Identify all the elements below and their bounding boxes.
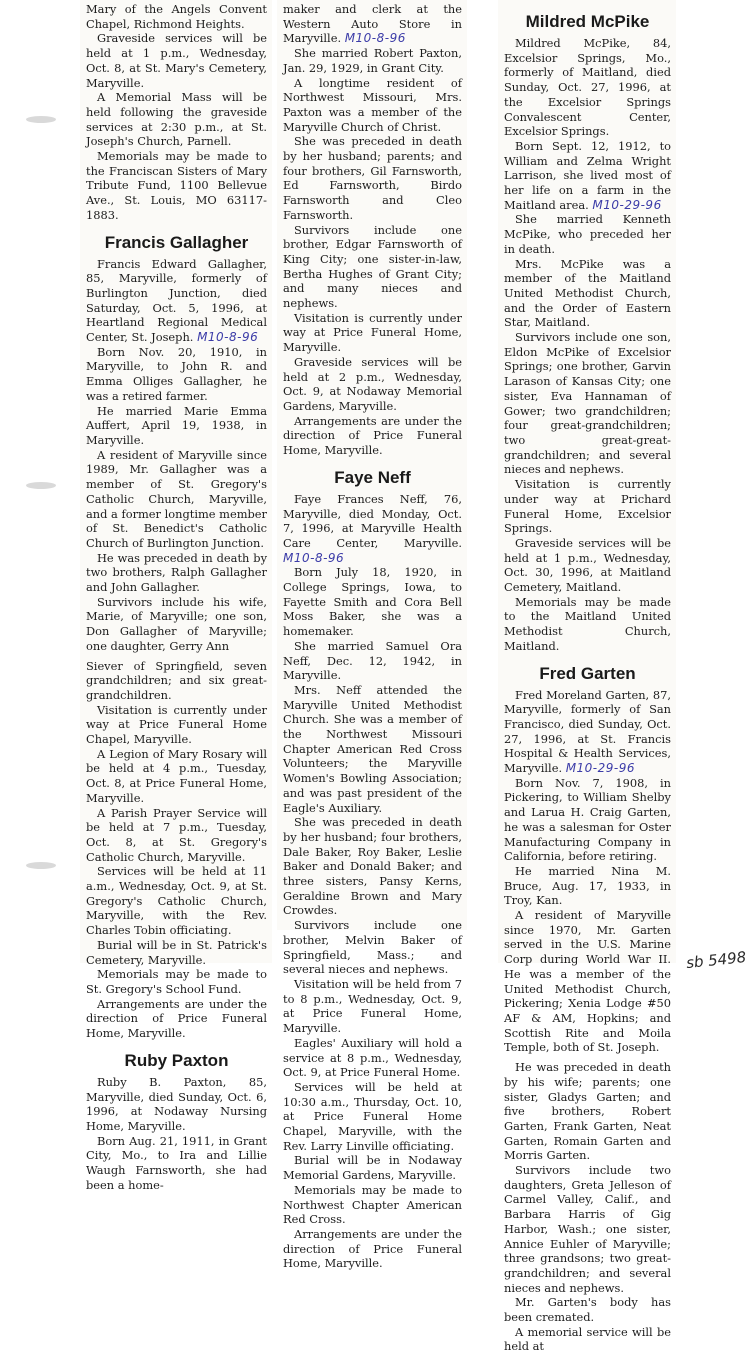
obituary-paragraph xyxy=(86,747,267,806)
obituary-heading: Mildred McPike xyxy=(525,12,650,31)
paragraph-text: Arrangements are under the direction of Price Funeral Home, Maryville. xyxy=(86,996,267,1041)
paragraph-text: Faye Frances Neff, 76, Maryville, died Monday, Oct. 7, 1996, at Maryville Health Care Center, Maryville. xyxy=(283,491,462,550)
paragraph-text: Graveside services will be held at 1 p.m., Wednesday, Oct. 8, at St. Mary's Cemetery, Maryville. xyxy=(86,31,267,90)
paragraph-text: Eagles' Auxiliary will hold a service at 8 p.m., Wednesday, Oct. 9, at Price Funeral Home. xyxy=(283,1035,462,1080)
obituary-paragraph xyxy=(283,355,462,414)
obituary-paragraph xyxy=(86,448,267,551)
paragraph-text: Survivors include one brother, Melvin Baker of Springfield, Mass.; and several nieces and nephews. xyxy=(283,918,462,977)
column-text xyxy=(277,0,467,1271)
obituary-paragraph xyxy=(86,345,267,404)
obituary-paragraph xyxy=(86,31,267,90)
column-text xyxy=(498,0,676,1354)
paragraph-text: She was preceded in death by her husband; four brothers, Dale Baker, Roy Baker, Leslie Baker and Donald Baker; and three sisters, Pansy Kerns, Geraldine Brown and Mary Crowdes. xyxy=(283,815,462,918)
obituary-paragraph xyxy=(283,223,462,311)
obituary-paragraph xyxy=(86,806,267,865)
binder-hole-top xyxy=(26,116,56,123)
paragraph-text: Visitation will be held from 7 to 8 p.m., Wednesday, Oct. 9, at Price Funeral Home, Maryville. xyxy=(283,977,462,1036)
paragraph-text: Burial will be in Nodaway Memorial Gardens, Maryville. xyxy=(283,1153,462,1183)
obituary-paragraph xyxy=(504,330,671,477)
paragraph-text: She was preceded in death by her husband; parents; and four brothers, Gil Farnsworth, Ed Farnsworth, Birdo Farnsworth and Cleo Farnsworth. xyxy=(283,134,462,222)
paragraph-text: Born Nov. 20, 1910, in Maryville, to John R. and Emma Olliges Gallagher, he was a retired farmer. xyxy=(86,344,267,403)
paragraph-text: Francis Edward Gallagher, 85, Maryville, formerly of Burlington Junction, died Saturday, Oct. 5, 1996, at Heartland Regional Medical Center, St. Joseph. xyxy=(86,256,267,345)
paragraph-text: Survivors include one son, Eldon McPike of Excelsior Springs; one brother, Garvin Larason of Kansas City; one sister, Eva Hannaman of Gower; two grandchildren; four great-grandchildren; two great-great-grandchildren; and several nieces and nephews. xyxy=(504,330,671,477)
obituary-paragraph xyxy=(86,997,267,1041)
obituary-paragraph xyxy=(504,908,671,1055)
obituary-paragraph xyxy=(86,864,267,938)
paragraph-text: He married Nina M. Bruce, Aug. 17, 1933, in Troy, Kan. xyxy=(504,863,671,908)
obituary-paragraph xyxy=(283,565,462,639)
obituary-paragraph xyxy=(283,1080,462,1154)
obituary-paragraph xyxy=(86,1075,267,1134)
paragraph-text: Arrangements are under the direction of Price Funeral Home, Maryville. xyxy=(283,413,462,458)
obituary-heading: Francis Gallagher xyxy=(104,232,249,252)
paragraph-text: Graveside services will be held at 2 p.m., Wednesday, Oct. 9, at Nodaway Memorial Gardens, Maryville. xyxy=(283,354,462,413)
paragraph-text: Mrs. McPike was a member of the Maitland United Methodist Church, and the Order of Eastern Star, Maitland. xyxy=(504,256,671,330)
paragraph-text: Services will be held at 10:30 a.m., Thursday, Oct. 10, at Price Funeral Home Chapel, Maryville, with the Rev. Larry Linville officiating. xyxy=(283,1079,462,1153)
obituary-paragraph xyxy=(283,1153,462,1182)
paragraph-text: Visitation is currently under way at Price Funeral Home Chapel, Maryville. xyxy=(86,702,267,747)
obituary-paragraph xyxy=(86,404,267,448)
obituary-paragraph xyxy=(283,414,462,458)
paragraph-text: Memorials may be made to Northwest Chapter American Red Cross. xyxy=(283,1182,462,1227)
paragraph-text: Survivors include one brother, Edgar Farnsworth of King City; one sister-in-law, Bertha Hughes of Grant City; and many nieces and nephews. xyxy=(283,222,462,311)
obituary-heading: Faye Neff xyxy=(334,467,411,487)
paragraph-text: Siever of Springfield, seven grandchildren; and six great-grandchildren. xyxy=(86,658,267,702)
paragraph-text: Born July 18, 1920, in College Springs, Iowa, to Fayette Smith and Cora Bell Moss Baker, she was a homemaker. xyxy=(283,565,462,639)
obituary-paragraph xyxy=(283,1183,462,1227)
obituary-paragraph xyxy=(86,967,267,996)
paragraph-text: A resident of Maryville since 1970, Mr. Garten served in the U.S. Marine Corp during World War II. He was a member of the United Methodist Church, Pickering; Xenia Lodge #50 AF & AM, Hopkins; and Scottish Rite and Moila Temple, both of St. Joseph. xyxy=(504,908,671,1055)
obituary-paragraph xyxy=(504,477,671,536)
paragraph-text: Memorials may be made to the Maitland United Methodist Church, Maitland. xyxy=(504,594,671,653)
obituary-paragraph xyxy=(283,977,462,1036)
paragraph-text: Mary of the Angels Convent Chapel, Richmond Heights. xyxy=(86,2,267,31)
obituary-paragraph xyxy=(504,688,671,776)
handwritten-date: M10-29-96 xyxy=(592,197,662,212)
archive-stamp: sb 5498 xyxy=(684,947,747,973)
paragraph-text: She married Robert Paxton, Jan. 29, 1929, in Grant City. xyxy=(283,46,462,75)
paragraph-text: Survivors include his wife, Marie, of Maryville; one son, Don Gallagher of Maryville; one daughter, Gerry Ann xyxy=(86,594,267,653)
paragraph-text: Visitation is currently under way at Prichard Funeral Home, Excelsior Springs. xyxy=(504,477,671,536)
obituary-heading: Fred Garten xyxy=(539,663,636,683)
paragraph-text: Services will be held at 11 a.m., Wednesday, Oct. 9, at St. Gregory's Catholic Church, Maryville, with the Rev. Charles Tobin officiating. xyxy=(86,864,267,938)
handwritten-date: M10-8-96 xyxy=(283,550,345,565)
paragraph-text: A longtime resident of Northwest Missouri, Mrs. Paxton was a member of the Maryville Church of Christ. xyxy=(283,75,462,134)
paragraph-text: Graveside services will be held at 1 p.m., Wednesday, Oct. 30, 1996, at Maitland Cemetery, Maitland. xyxy=(504,535,671,595)
paragraph-text: She married Kenneth McPike, who preceded her in death. xyxy=(504,212,671,256)
obituary-paragraph xyxy=(86,938,267,967)
handwritten-date: M10-29-96 xyxy=(565,761,636,776)
paragraph-text: He married Marie Emma Auffert, April 19, 1938, in Maryville. xyxy=(86,403,267,447)
paragraph-text: Ruby B. Paxton, 85, Maryville, died Sunday, Oct. 6, 1996, at Nodaway Nursing Home, Maryville. xyxy=(86,1074,267,1133)
obituary-paragraph xyxy=(504,1295,671,1324)
paragraph-text: Survivors include two daughters, Greta Jelleson of Carmel Valley, Calif., and Barbara Harris of Gig Harbor, Wash.; one sister, Annice Euhler of Maryville; three grandsons; two great-grandchildren; and several nieces and nephews. xyxy=(504,1163,671,1295)
obituary-paragraph xyxy=(283,639,462,683)
obituary-paragraph xyxy=(283,815,462,918)
obituary-paragraph xyxy=(283,2,462,46)
obituary-paragraph xyxy=(504,212,671,256)
obituary-heading: Ruby Paxton xyxy=(124,1050,229,1070)
paragraph-text: Born Nov. 7, 1908, in Pickering, to William Shelby and Larua H. Craig Garten, he was a salesman for Oster Manufacturing Company in California, before retiring. xyxy=(504,775,671,864)
obituary-paragraph xyxy=(283,46,462,75)
obituary-paragraph xyxy=(86,90,267,149)
paragraph-text: A memorial service will be held at xyxy=(504,1324,671,1354)
paragraph-text: A resident of Maryville since 1989, Mr. Gallagher was a member of St. Gregory's Catholic Church, Maryville, and a former longtime member of St. Benedict's Catholic Church of Burlington Junction. xyxy=(86,447,267,550)
obituary-paragraph xyxy=(504,536,671,595)
paragraph-text: Memorials may be made to St. Gregory's School Fund. xyxy=(86,967,267,996)
obituary-paragraph xyxy=(504,776,671,864)
obituary-paragraph xyxy=(86,257,267,345)
paragraph-text: Mrs. Neff attended the Maryville United Methodist Church. She was a member of the Northwest Missouri Chapter American Red Cross Volunteers; the Maryville Women's Bowling Association; and was past president of the Eagle's Auxiliary. xyxy=(283,682,462,815)
obituary-paragraph xyxy=(504,36,671,139)
column-text xyxy=(80,0,272,1192)
paragraph-text: Burial will be in St. Patrick's Cemetery, Maryville. xyxy=(86,937,267,967)
paragraph-text: Mr. Garten's body has been cremated. xyxy=(504,1295,671,1325)
obituary-paragraph xyxy=(504,1163,671,1295)
binder-hole-bottom xyxy=(26,862,56,869)
paragraph-text: A Parish Prayer Service will be held at 7 p.m., Tuesday, Oct. 8, at St. Gregory's Catholic Church, Maryville. xyxy=(86,805,267,864)
obituary-paragraph xyxy=(86,659,267,703)
obituary-paragraph xyxy=(504,139,671,213)
obituary-paragraph xyxy=(504,864,671,908)
paragraph-text: She married Samuel Ora Neff, Dec. 12, 1942, in Maryville. xyxy=(283,638,462,683)
handwritten-date: M10-8-96 xyxy=(344,31,406,46)
paragraph-text: Born Sept. 12, 1912, to William and Zelma Wright Larrison, she lived most of her life on a farm in the Maitland area. xyxy=(504,138,671,212)
obituary-paragraph xyxy=(86,2,267,31)
obituary-paragraph xyxy=(283,134,462,222)
obituary-column-left xyxy=(80,0,272,1192)
obituary-paragraph xyxy=(283,683,462,815)
obituary-paragraph xyxy=(504,1060,671,1163)
paragraph-text: Memorials may be made to the Franciscan Sisters of Mary Tribute Fund, 1100 Bellevue Ave., St. Louis, MO 63117-1883. xyxy=(86,149,267,222)
obituary-paragraph xyxy=(283,311,462,355)
paragraph-text: maker and clerk at the Western Auto Store in Maryville. xyxy=(283,2,462,46)
paragraph-text: Arrangements are under the direction of Price Funeral Home, Maryville. xyxy=(283,1226,462,1271)
paragraph-text: He was preceded in death by his wife; parents; one sister, Gladys Garten; and five brothers, Robert Garten, Frank Garten, Neat Garten, Romain Garten and Morris Garten. xyxy=(504,1060,671,1163)
obituary-paragraph xyxy=(86,595,267,654)
obituary-paragraph xyxy=(283,1227,462,1271)
paragraph-text: Born Aug. 21, 1911, in Grant City, Mo., to Ira and Lillie Waugh Farnsworth, she had been a home- xyxy=(86,1133,267,1192)
obituary-paragraph xyxy=(86,703,267,747)
paragraph-text: Mildred McPike, 84, Excelsior Springs, Mo., formerly of Maitland, died Sunday, Oct. 27, 1996, at the Excelsior Springs Convalescent Center, Excelsior Springs. xyxy=(504,36,671,139)
paragraph-text: He was preceded in death by two brothers, Ralph Gallagher and John Gallagher. xyxy=(86,550,267,595)
paragraph-text: A Memorial Mass will be held following the graveside services at 2:30 p.m., at St. Joseph's Church, Parnell. xyxy=(86,90,267,149)
obituary-paragraph xyxy=(86,551,267,595)
obituary-paragraph xyxy=(283,492,462,566)
obituary-paragraph xyxy=(86,149,267,223)
paragraph-text: Visitation is currently under way at Price Funeral Home, Maryville. xyxy=(283,310,462,355)
obituary-paragraph xyxy=(283,918,462,977)
obituary-column-right xyxy=(498,0,676,1354)
paragraph-text: Fred Moreland Garten, 87, Maryville, formerly of San Francisco, died Sunday, Oct. 27, 1996, at St. Francis Hospital & Health Services, Maryville. xyxy=(504,687,671,776)
obituary-paragraph xyxy=(504,1325,671,1354)
paragraph-text: A Legion of Mary Rosary will be held at 4 p.m., Tuesday, Oct. 8, at Price Funeral Home, Maryville. xyxy=(86,746,267,805)
obituary-paragraph xyxy=(283,76,462,135)
obituary-paragraph xyxy=(504,257,671,331)
obituary-paragraph xyxy=(504,595,671,654)
obituary-paragraph xyxy=(86,1134,267,1193)
obituary-column-middle xyxy=(277,0,467,1271)
obituary-paragraph xyxy=(283,1036,462,1080)
handwritten-date: M10-8-96 xyxy=(197,330,259,345)
binder-hole-middle xyxy=(26,482,56,489)
